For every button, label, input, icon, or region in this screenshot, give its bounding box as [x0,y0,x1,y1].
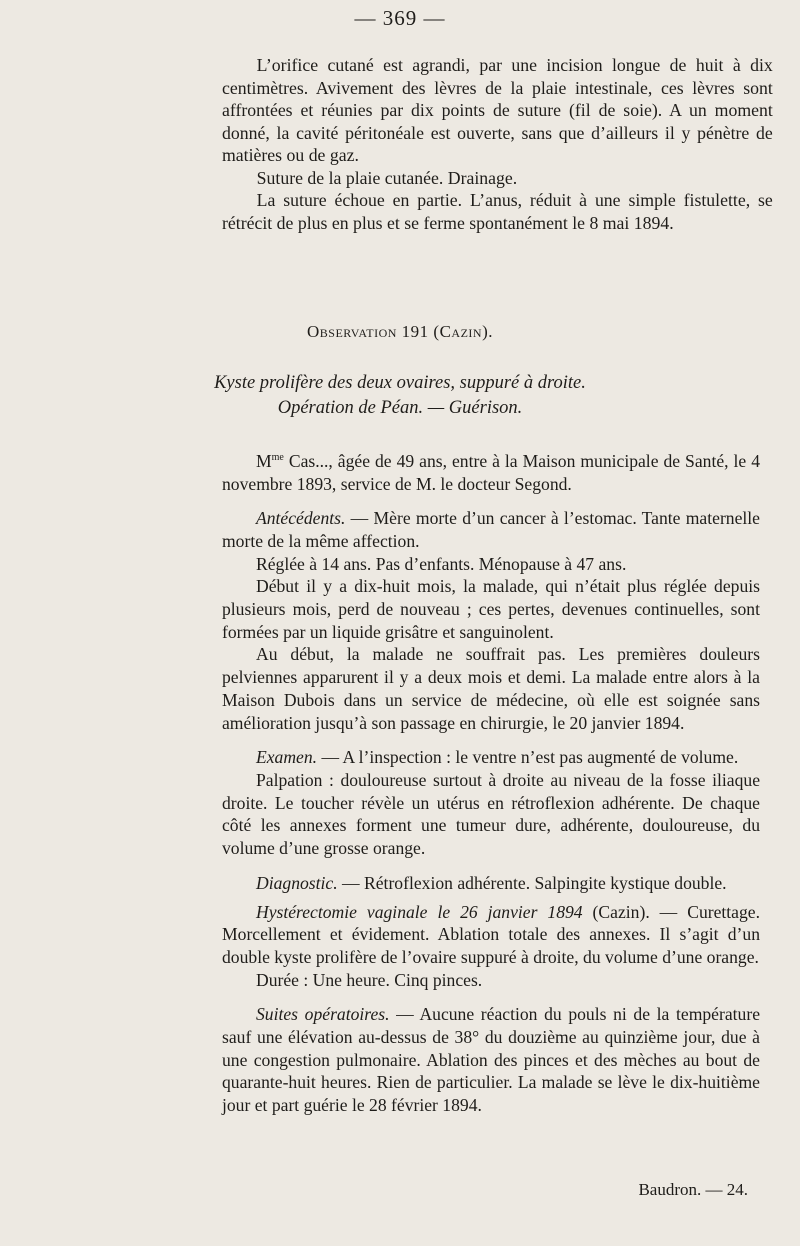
diagnostic-paragraph [222,872,760,895]
suites-label: Suites opératoires. [256,1004,390,1025]
examen-text: — A l’inspection : le ventre n’est pas augmenté de volume. [317,747,739,768]
paragraph: L’orifice cutané est agrandi, par une incision longue de huit à dix centimètres. Avivement des lèvres de la plaie intestinale, ces lèvres sont affrontées et réunies par dix points de suture (fil de soie). A un moment donné, la cavité péritonéale est ouverte, sans que d’ailleurs il y pénètre de matières ou de gaz. [222,55,773,165]
patient-sup: me [271,452,284,463]
paragraph: Début il y a dix-huit mois, la malade, qui n’était plus réglée depuis plusieurs mois, perd de nouveau ; ces pertes, devenues continuelles, sont formées par un liquide grisâtre et sanguinolent. [222,576,760,642]
examen-label: Examen. [256,747,318,768]
hysterectomy-text: (Cazin). — Curettage. Morcellement et évidement. Ablation totale des annexes. Il s’agit d’un double kyste prolifère de l’ovaire suppuré à droite, du volume d’une orange. [222,901,760,967]
paragraph: Réglée à 14 ans. Pas d’enfants. Ménopause à 47 ans. [256,553,627,574]
case-title: Kyste prolifère des deux ovaires, suppuré à droite. [214,373,586,393]
intro-text [222,54,773,234]
patient-paragraph [222,447,760,495]
antecedents-text: — Mère morte d’un cancer à l’estomac. Tante maternelle morte de la même affection. [222,508,760,551]
patient-text: Cas..., âgée de 49 ans, entre à la Maison municipale de Santé, le 4 novembre 1893, service de M. le docteur Segond. [222,450,760,494]
antecedents-paragraph [222,507,760,552]
paragraph: Au début, la malade ne souffrait pas. Les premières douleurs pelviennes apparurent il y a deux mois et demi. La malade entre alors à la Maison Dubois dans un service de médecine, où elle est soignée sans amélioration jusqu’à son passage en chirurgie, le 20 janvier 1894. [222,644,760,733]
hysterectomy-label: Hystérectomie vaginale le 26 janvier 1894 [256,901,583,922]
printer-signature: Baudron. — 24. [638,1180,748,1199]
paragraph: Suture de la plaie cutanée. Drainage. [256,167,518,188]
page-number: — 369 — [354,6,446,30]
antecedents-label: Antécédents. [256,508,346,529]
hysterectomy-paragraph [222,901,760,969]
case-body [222,447,760,1117]
examen-paragraph [222,746,760,769]
patient-prefix: M [256,450,272,471]
paragraph: Durée : Une heure. Cinq pinces. [256,969,483,990]
observation-heading: Observation 191 (Cazin). [306,322,493,341]
suites-paragraph [222,1003,760,1117]
diagnostic-text: — Rétroflexion adhérente. Salpingite kystique double. [337,872,727,893]
paragraph: Palpation : douloureuse surtout à droite au niveau de la fosse iliaque droite. Le toucher révèle un utérus en rétroflexion adhérente. De chaque côté les annexes forment une tumeur dure, adhérente, douloureuse, du volume d’une grosse orange. [222,770,760,859]
suites-text: — Aucune réaction du pouls ni de la température sauf une élévation au-dessus de 38° du douzième au quinzième jour, due à une congestion pulmonaire. Ablation des pinces et des mèches au bout de quarante-huit heures. Rien de particulier. La malade se lève le dix-huitième jour et part guérie le 28 février 1894. [222,1004,761,1116]
diagnostic-label: Diagnostic. [256,872,338,893]
paragraph: La suture échoue en partie. L’anus, réduit à une simple fistulette, se rétrécit de plus en plus et se ferme spontanément le 8 mai 1894. [222,190,773,233]
case-subtitle: Opération de Péan. — Guérison. [277,398,523,418]
